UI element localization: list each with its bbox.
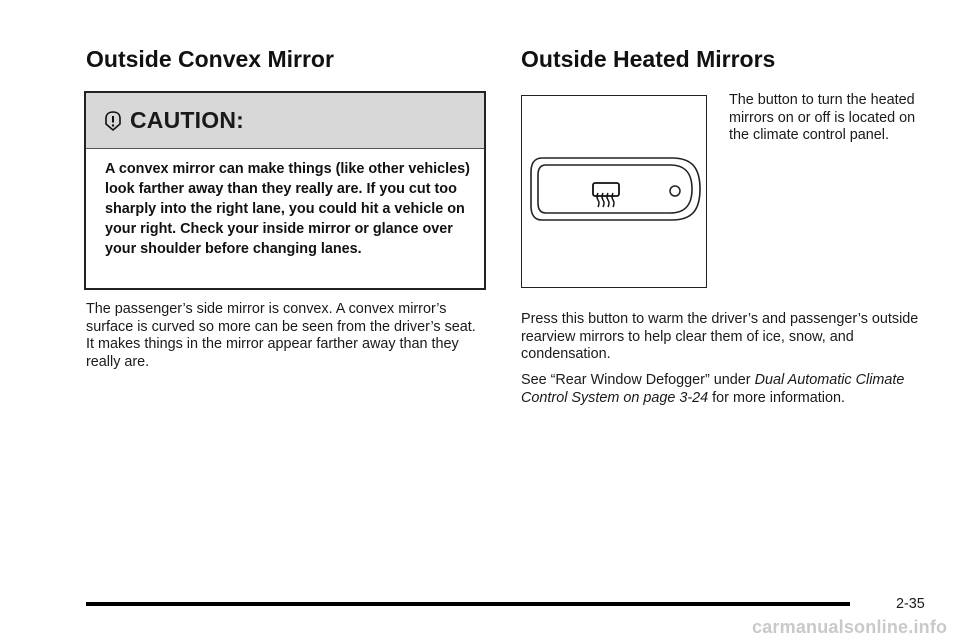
- see-prefix: See “Rear Window Defogger” under: [521, 372, 755, 388]
- heated-mirror-button-illustration: [521, 95, 707, 288]
- convex-mirror-paragraph: The passenger’s side mirror is convex. A convex mirror’s surface is curved so more can be seen from the driver’s seat. It makes things in the mirror appear farther away than they really are.: [86, 301, 476, 370]
- caution-header: [86, 93, 484, 149]
- warning-icon: [104, 110, 122, 132]
- caution-title: CAUTION:: [130, 107, 245, 133]
- press-button-paragraph: Press this button to warm the driver’s and passenger’s outside rearview mirrors to help clear them of ice, snow, and condensation.: [521, 311, 919, 362]
- page-number: 2-35: [896, 596, 925, 612]
- heated-mirror-defrost-icon: [593, 183, 619, 207]
- footer-rule: [86, 602, 850, 606]
- button-panel-drawing: [522, 96, 705, 286]
- see-reference-paragraph: [521, 372, 931, 407]
- watermark: carmanualsonline.info: [752, 617, 948, 637]
- button-location-text: The button to turn the heated mirrors on or off is located on the climate control panel.: [729, 92, 916, 143]
- cross-reference-link[interactable]: Dual Automatic Climate Control System on page 3-24: [521, 372, 905, 406]
- section-heading-heated-mirrors: Outside Heated Mirrors: [521, 46, 776, 72]
- indicator-light-icon: [670, 186, 680, 196]
- see-suffix: for more information.: [708, 389, 845, 406]
- section-heading-convex-mirror: Outside Convex Mirror: [86, 46, 334, 72]
- caution-text: A convex mirror can make things (like other vehicles) look farther away than they really are. If you cut too sharply into the right lane, you could hit a vehicle on your right. Check your inside mirror or glance over your shoulder before changing lanes.: [105, 161, 470, 257]
- caution-box: [84, 91, 486, 290]
